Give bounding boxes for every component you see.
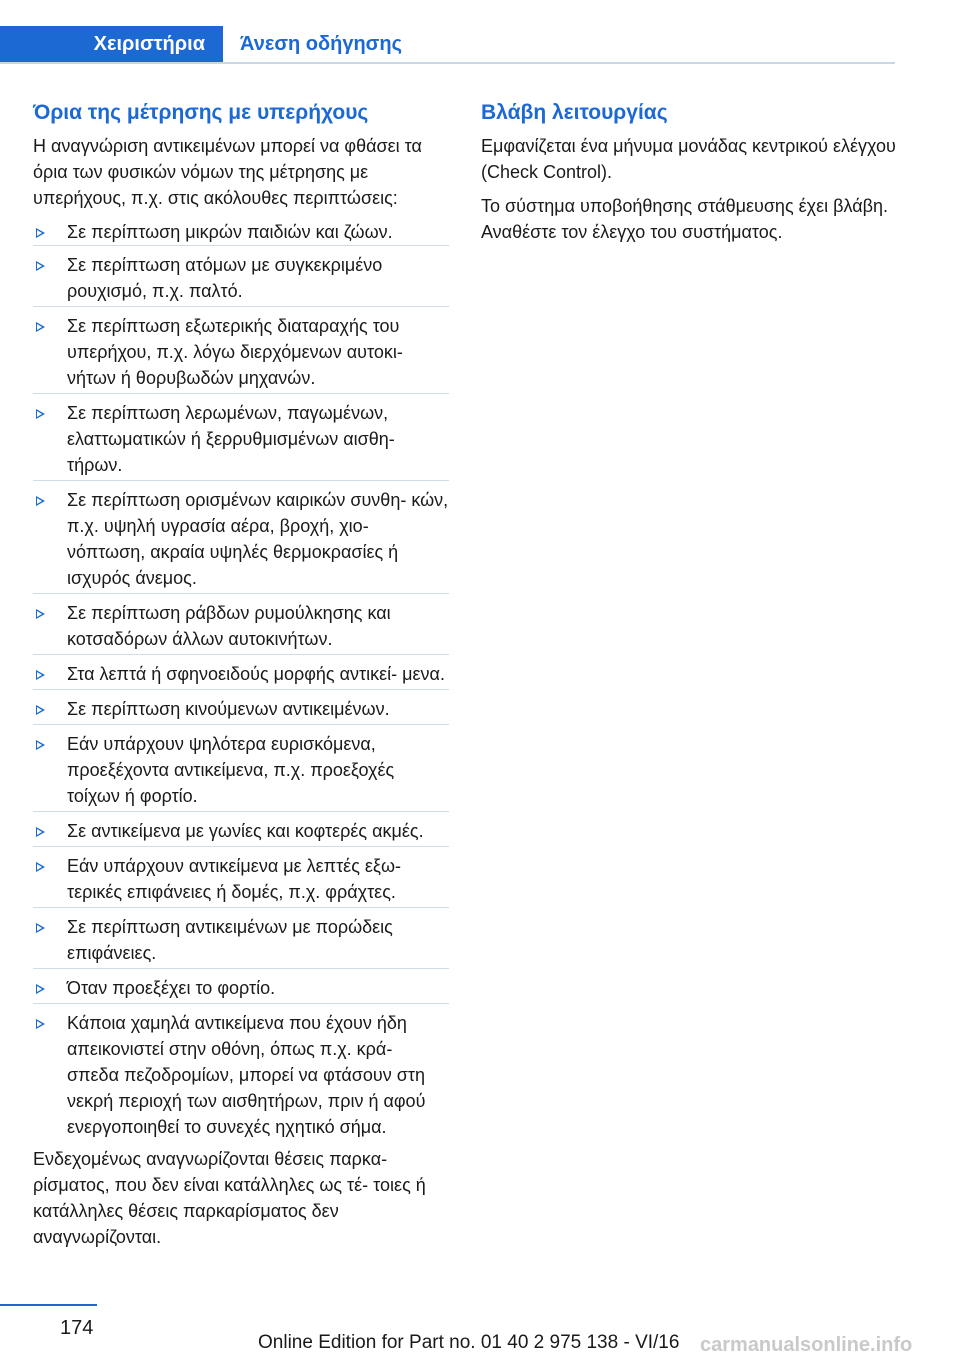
- page-number: 174: [60, 1317, 94, 1339]
- limits-list: [33, 219, 449, 1142]
- list-item: Σε περίπτωση αντικειμένων με πορώδεις επιφάνειες.: [33, 907, 449, 968]
- triangle-bullet-icon: [36, 670, 45, 680]
- section-heading-ultrasound-limits: Όρια της μέτρησης με υπερήχους: [33, 101, 369, 124]
- header-bar: [0, 26, 895, 64]
- triangle-bullet-icon: [36, 322, 45, 332]
- triangle-bullet-icon: [36, 740, 45, 750]
- list-item: Εάν υπάρχουν αντικείμενα με λεπτές εξω‐ τερικές επιφάνειες ή δομές, π.χ. φράχτες.: [33, 846, 449, 907]
- intro-paragraph: Η αναγνώριση αντικειμένων μπορεί να φθάσει τα όρια των φυσικών νόμων της μέτρησης με υπερήχους, π.χ. στις ακόλουθες περιπτώσεις:: [33, 136, 422, 208]
- triangle-bullet-icon: [36, 609, 45, 619]
- list-item: Κάποια χαμηλά αντικείμενα που έχουν ήδη απεικονιστεί στην οθόνη, όπως π.χ. κρά‐ σπεδα πεζοδρομίων, μπορεί να φτάσουν στη νεκρή περιοχή των αισθητήρων, πριν ή αφού ενεργοποιηθεί το συνεχές ηχητικό σήμα.: [33, 1003, 449, 1142]
- triangle-bullet-icon: [36, 409, 45, 419]
- list-item: Σε περίπτωση λερωμένων, παγωμένων, ελαττωματικών ή ξερρυθμισμένων αισθη‐ τήρων.: [33, 393, 449, 480]
- list-item: Σε αντικείμενα με γωνίες και κοφτερές ακμές.: [33, 811, 449, 846]
- triangle-bullet-icon: [36, 496, 45, 506]
- list-item: Σε περίπτωση ορισμένων καιρικών συνθη‐ κών, π.χ. υψηλή υγρασία αέρα, βροχή, χιο‐ νόπτωση, ακραία υψηλές θερμοκρασίες ή ισχυρός άνεμος.: [33, 480, 449, 593]
- triangle-bullet-icon: [36, 862, 45, 872]
- list-item: Σε περίπτωση εξωτερικής διαταραχής του υπερήχου, π.χ. λόγω διερχόμενων αυτοκι‐ νήτων ή θορυβωδών μηχανών.: [33, 306, 449, 393]
- triangle-bullet-icon: [36, 827, 45, 837]
- list-item: Σε περίπτωση κινούμενων αντικειμένων.: [33, 689, 449, 724]
- list-item: Στα λεπτά ή σφηνοειδούς μορφής αντικεί‐ μενα.: [33, 654, 449, 689]
- list-item: Σε περίπτωση ατόμων με συγκεκριμένο ρουχισμό, π.χ. παλτό.: [33, 245, 449, 306]
- list-item: Σε περίπτωση μικρών παιδιών και ζώων.: [33, 219, 449, 245]
- left-column: [33, 98, 449, 1258]
- triangle-bullet-icon: [36, 984, 45, 994]
- list-item: Εάν υπάρχουν ψηλότερα ευρισκόμενα, προεξέχοντα αντικείμενα, π.χ. προεξοχές τοίχων ή φορτίο.: [33, 724, 449, 811]
- triangle-bullet-icon: [36, 261, 45, 271]
- tab-driving-comfort[interactable]: Άνεση οδήγησης: [240, 33, 402, 55]
- triangle-bullet-icon: [36, 705, 45, 715]
- triangle-bullet-icon: [36, 228, 45, 238]
- triangle-bullet-icon: [36, 923, 45, 933]
- list-item: Σε περίπτωση ράβδων ρυμούλκησης και κοτσαδόρων άλλων αυτοκινήτων.: [33, 593, 449, 654]
- malfunction-paragraph-1: Εμφανίζεται ένα μήνυμα μονάδας κεντρικού ελέγχου (Check Control).: [481, 136, 896, 182]
- watermark-logo: carmanualsonline.info: [700, 1334, 913, 1356]
- section-heading-malfunction: Βλάβη λειτουργίας: [481, 101, 668, 124]
- malfunction-paragraph-2: Το σύστημα υποβοήθησης στάθμευσης έχει βλάβη. Αναθέστε τον έλεγχο του συστήματος.: [481, 196, 888, 242]
- footer-accent-line: [0, 1304, 97, 1306]
- list-item: Όταν προεξέχει το φορτίο.: [33, 968, 449, 1003]
- outro-paragraph: Ενδεχομένως αναγνωρίζονται θέσεις παρκα‐ ρίσματος, που δεν είναι κατάλληλες ως τέ‐ τοιες ή κατάλληλες θέσεις παρκαρίσματος δεν αναγνωρίζονται.: [33, 1149, 426, 1247]
- right-column: [481, 98, 897, 253]
- tab-controls[interactable]: Χειριστήρια: [0, 26, 223, 62]
- edition-text: Online Edition for Part no. 01 40 2 975 138 - VI/16: [258, 1332, 680, 1353]
- triangle-bullet-icon: [36, 1019, 45, 1029]
